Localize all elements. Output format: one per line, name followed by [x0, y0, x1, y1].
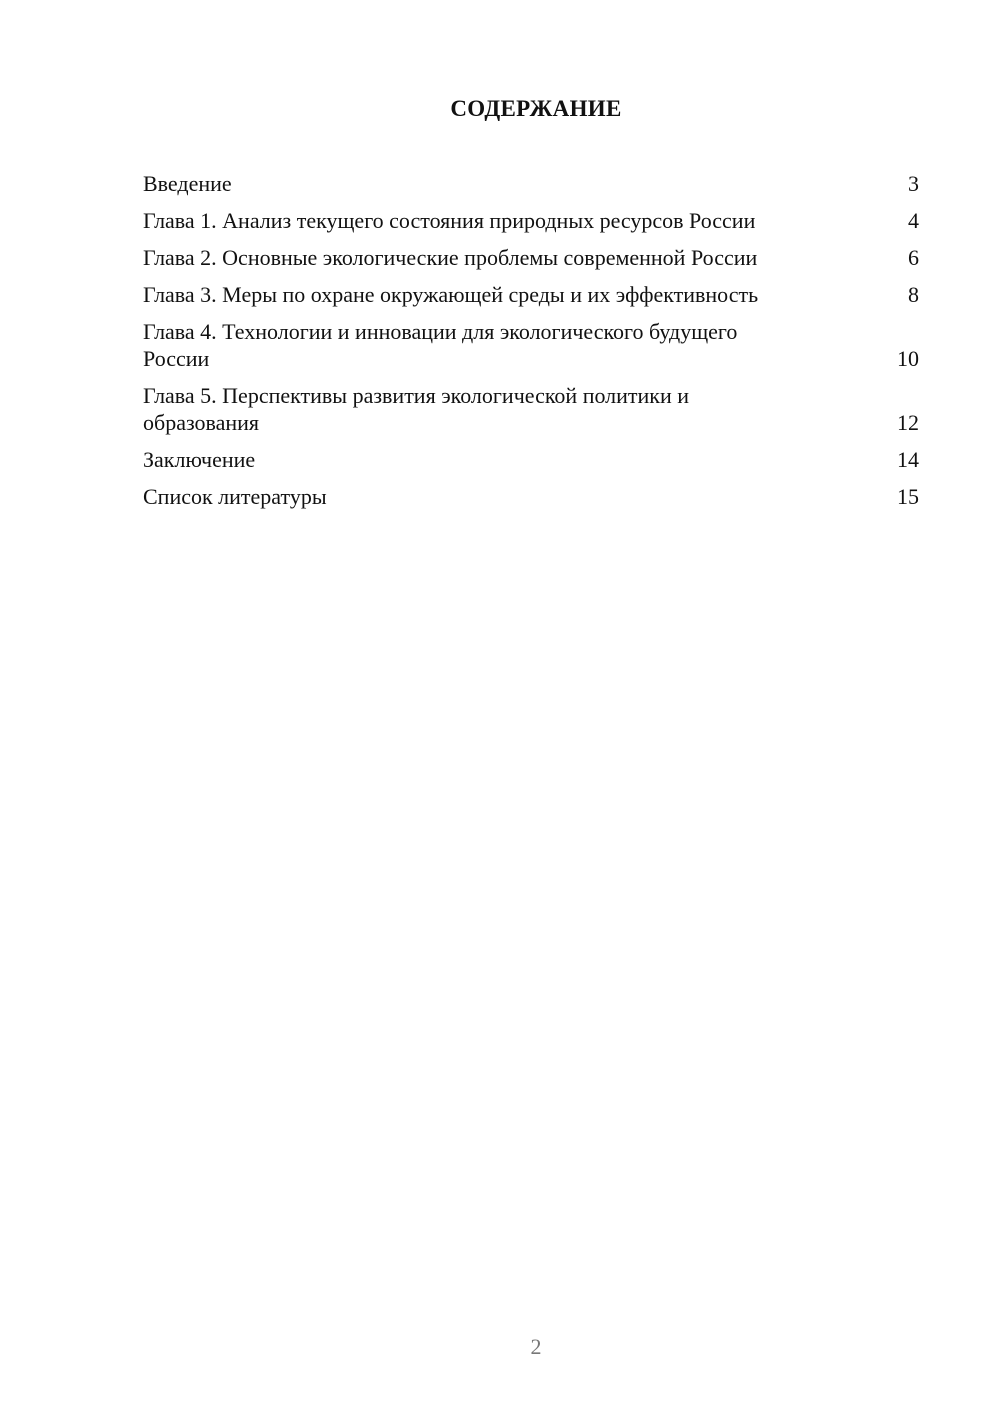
toc-entry-chapter-3[interactable] [143, 281, 919, 308]
toc-entry-text: Глава 3. Меры по охране окружающей среды и их эффективность [143, 282, 759, 307]
toc-entry-chapter-5[interactable] [143, 382, 919, 436]
toc-entry-page: 3 [908, 171, 919, 196]
toc-entry-page: 14 [897, 447, 919, 472]
toc-entry-chapter-4[interactable] [143, 318, 919, 372]
table-of-contents [143, 170, 919, 520]
toc-entry-page: 15 [897, 484, 919, 509]
toc-entry-chapter-2[interactable] [143, 244, 919, 271]
toc-entry-chapter-1[interactable] [143, 207, 919, 234]
toc-entry-text: Глава 5. Перспективы развития экологической политики и образования [143, 383, 690, 435]
toc-entry-text: Заключение [143, 447, 256, 472]
toc-entry-page: 12 [897, 410, 919, 435]
toc-entry-text: Глава 2. Основные экологические проблемы современной России [143, 245, 758, 270]
toc-entry-page: 4 [908, 208, 919, 233]
toc-entry-references[interactable] [143, 483, 919, 510]
toc-entry-page: 8 [908, 282, 919, 307]
toc-entry-text: Глава 1. Анализ текущего состояния природных ресурсов России [143, 208, 756, 233]
toc-entry-text: Глава 4. Технологии и инновации для экологического будущего России [143, 319, 738, 371]
page-number: 2 [530, 1334, 542, 1359]
toc-entry-conclusion[interactable] [143, 446, 919, 473]
toc-entry-text: Введение [143, 171, 232, 196]
toc-entry-page: 10 [897, 346, 919, 371]
toc-entry-page: 6 [908, 245, 919, 270]
toc-heading: СОДЕРЖАНИЕ [450, 96, 622, 121]
toc-entry-text: Список литературы [143, 484, 327, 509]
toc-entry-introduction[interactable] [143, 170, 919, 197]
